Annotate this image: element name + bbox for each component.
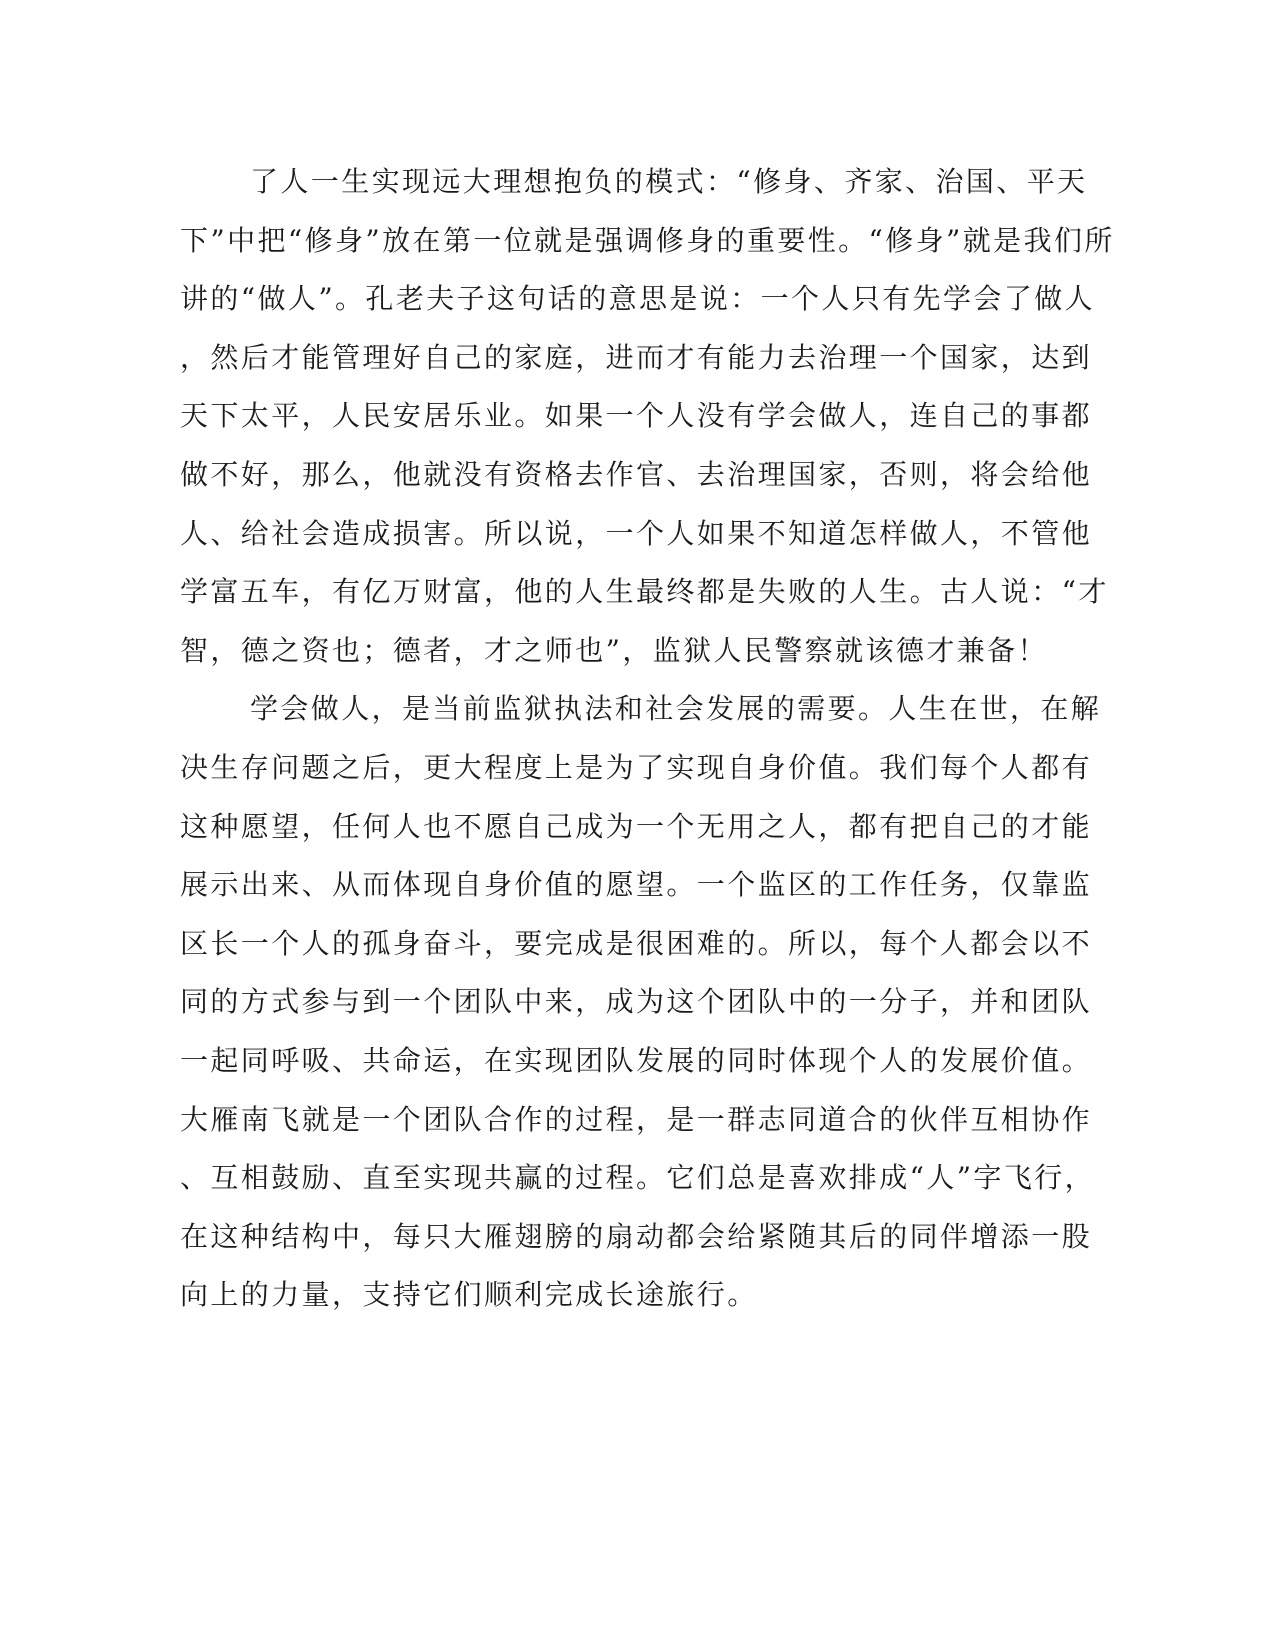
paragraph-line: 这种愿望，任何人也不愿自己成为一个无用之人，都有把自己的才能 [180, 809, 1093, 843]
paragraph-line: 、互相鼓励、直至实现共赢的过程。它们总是喜欢排成“人”字飞行， [180, 1161, 1096, 1195]
paragraph-line: 向上的力量，支持它们顺利完成长途旅行。 [180, 1278, 758, 1312]
paragraph-line: 大雁南飞就是一个团队合作的过程，是一群志同道合的伙伴互相协作 [180, 1102, 1093, 1136]
paragraph-line: 区长一个人的孤身奋斗，要完成是很困难的。所以，每个人都会以不 [180, 926, 1093, 960]
paragraph-line: 讲的“做人”。孔老夫子这句话的意思是说：一个人只有先学会了做人 [180, 282, 1096, 316]
paragraph-line: 智，德之资也；德者，才之师也”，监狱人民警察就该德才兼备！ [180, 633, 1048, 667]
paragraph-line: 下”中把“修身”放在第一位就是强调修身的重要性。“修身”就是我们所 [180, 223, 1115, 257]
paragraph-line: 学会做人，是当前监狱执法和社会发展的需要。人生在世，在解 [250, 692, 1102, 726]
paragraph-line: 了人一生实现远大理想抱负的模式：“修身、齐家、治国、平天 [250, 165, 1088, 198]
paragraph-line: 决生存问题之后，更大程度上是为了实现自身价值。我们每个人都有 [180, 750, 1093, 784]
paragraph-line: 展示出来、从而体现自身价值的愿望。一个监区的工作任务，仅靠监 [180, 868, 1093, 902]
paragraph-line: 做不好，那么，他就没有资格去作官、去治理国家，否则，将会给他 [180, 457, 1093, 491]
paragraph-line: 一起同呼吸、共命运，在实现团队发展的同时体现个人的发展价值。 [180, 1043, 1093, 1077]
paragraph-line: 学富五车，有亿万财富，他的人生最终都是失败的人生。古人说：“才 [180, 575, 1109, 609]
paragraph-line: ，然后才能管理好自己的家庭，进而才有能力去治理一个国家，达到 [180, 340, 1093, 374]
paragraph-line: 人、给社会造成损害。所以说，一个人如果不知道怎样做人，不管他 [180, 516, 1093, 550]
body-text [180, 153, 1115, 1325]
paragraph-line: 在这种结构中，每只大雁翅膀的扇动都会给紧随其后的同伴增添一股 [180, 1219, 1093, 1253]
paragraph-line: 天下太平，人民安居乐业。如果一个人没有学会做人，连自己的事都 [180, 399, 1093, 433]
paragraph-line: 同的方式参与到一个团队中来，成为这个团队中的一分子，并和团队 [180, 985, 1093, 1019]
